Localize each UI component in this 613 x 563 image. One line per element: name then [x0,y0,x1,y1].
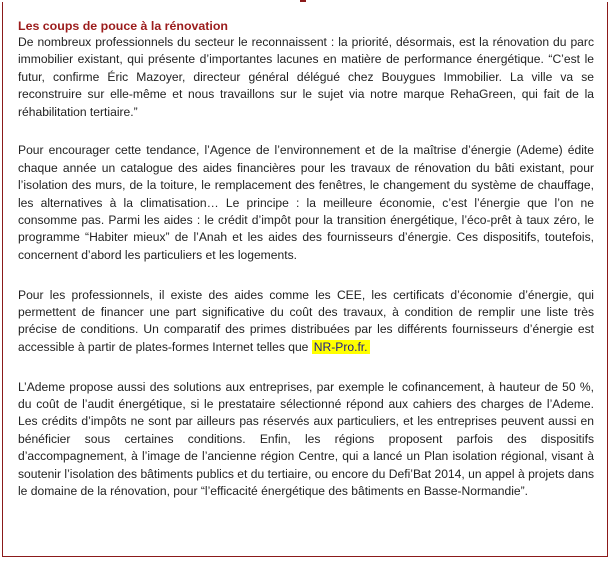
article-title: Les coups de pouce à la rénovation [18,19,229,33]
paragraph-2: Pour encourager cette tendance, l’Agence de l’environnement et de la maîtrise d’énergie (Ademe) édite chaque année un catalogue des aides financières pour les travaux de rénovation du bâti existant, pour l’isolation des murs, de la toiture, le remplacement des fenêtres, le changement du système de chauffage, les alternatives à la climatisation… Le principe : la meilleure économie, c’est l’énergie que l’on ne consomme pas. Parmi les aides : le crédit d’impôt pour la transition énergétique, l’éco-prêt à taux zéro, le programme “Habiter mieux” de l’Anah et les aides des fournisseurs d’énergie. Ces dispositifs, toutefois, concernent d’abord les particuliers et les logements. [18,143,594,262]
paragraph-spacer [18,264,594,281]
article-body [18,19,594,501]
paragraph-4: L’Ademe propose aussi des solutions aux entreprises, par exemple le cofinancement, à hauteur de 50 %, du coût de l’audit énergétique, si le prestataire sélectionné répond aux cahiers des charges de l’Ademe. Les crédits d’impôts ne sont par ailleurs pas réservés aux particuliers, et les entreprises peuvent aussi en bénéficier sous certaines conditions. Enfin, les régions proposent parfois des dispositifs d’accompagnement, à l’image de l’ancienne région Centre, qui a lancé un Plan isolation régional, visant à soutenir l’isolation des bâtiments publics et du tertiaire, ou encore du Defi’Bat 2014, un appel à projets dans le domaine de la rénovation, pour “l’efficacité énergétique des bâtiments en Basse-Normandie”. [18,379,594,499]
paragraph-spacer [18,356,594,373]
paragraph-3-text: Pour les professionnels, il existe des aides comme les CEE, les certificats d’économie d’énergie, qui permettent de financer une part significative du coût des travaux, à condition de remplir une liste très précise de conditions. Un comparatif des primes distribuées par les différents fournisseurs d’énergie est accessible à partir de plates-formes Internet telles que [18,287,594,354]
nr-pro-link[interactable]: NR-Pro.fr. [313,339,368,354]
paragraph-1: De nombreux professionnels du secteur le reconnaissent : la priorité, désormais, est la rénovation du parc immobilier existant, qui présente d’importantes lacunes en matière de performance énergétique. “C’est le futur, confirme Éric Mazoyer, directeur général délégué chez Bouygues Immobilier. La ville va se reconstruire sur elle-même et nous travaillons sur le sujet via notre marque RehaGreen, qui fait de la réhabilitation tertiaire.” [18,35,594,119]
paragraph-3 [18,287,594,357]
paragraph-spacer [18,121,594,138]
